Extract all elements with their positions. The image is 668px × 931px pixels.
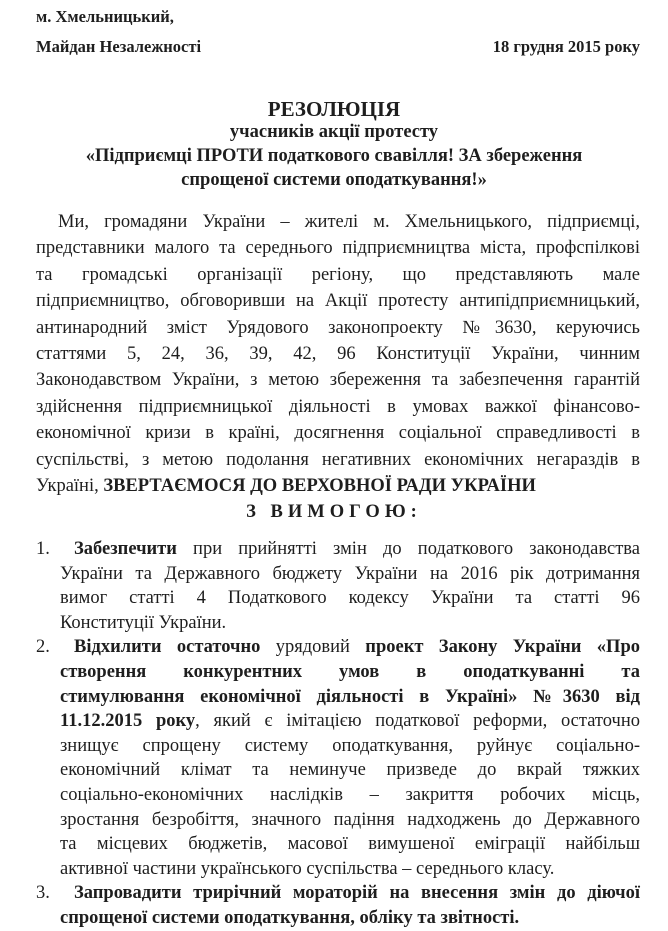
- bold-text: ЗВЕРТАЄМОСЯ ДО ВЕРХОВНОЇ РАДИ УКРАЇНИ: [103, 475, 536, 496]
- text-line: [36, 447, 640, 473]
- text-line: [60, 808, 640, 833]
- text-line: [60, 537, 640, 562]
- text-line: [60, 685, 640, 710]
- text: активної частини українського суспільства – середнього класу.: [60, 858, 555, 879]
- document-title: РЕЗОЛЮЦІЯ: [267, 97, 401, 121]
- text-line: [36, 209, 640, 235]
- bold-text: Відхилити остаточно: [74, 637, 261, 658]
- text: здійснення підприємницької діяльності в умовах важкої фінансово-: [36, 396, 640, 417]
- header-city: м. Хмельницький,: [36, 7, 174, 26]
- demand-item: [36, 881, 640, 930]
- text-line: [36, 341, 640, 367]
- text: знищує спрощену систему оподаткування, руйнує соціально-: [60, 735, 640, 756]
- demand-number: 3.: [36, 883, 50, 904]
- text: при прийнятті змін до податкового законодавства: [176, 539, 640, 559]
- text: , який є імітацією податкової реформи, остаточно: [195, 711, 640, 732]
- text-line: [36, 367, 640, 393]
- text: Законодавством України, з метою збереження та забезпечення гарантій: [36, 370, 640, 391]
- text: статтями 5, 24, 36, 39, 42, 96 Конституції України, чинним: [36, 343, 640, 364]
- bold-text: Запровадити трирічний мораторій на внесення змін до діючої: [74, 883, 640, 904]
- bold-text: стимулювання економічної діяльності в Україні» №3630 від: [60, 686, 640, 707]
- text-line: [60, 635, 640, 660]
- bold-text: спрощеної системи оподаткування, обліку та звітності.: [60, 907, 520, 928]
- text-line: [60, 734, 640, 759]
- text: урядовий: [260, 637, 366, 658]
- text-line: [60, 562, 640, 587]
- demand-item: [36, 537, 640, 635]
- text-line: [60, 783, 640, 808]
- bold-text: створення конкурентних умов в оподаткуванні та: [60, 661, 640, 682]
- demand-item: [36, 635, 640, 881]
- document-slogan-line2: спрощеної системи оподаткування!»: [181, 170, 487, 190]
- text: України та Державного бюджету України на 2016 рік дотримання: [60, 563, 640, 584]
- text-line: [60, 906, 640, 931]
- header-date: 18 грудня 2015 року: [492, 37, 640, 56]
- demands-list: [36, 537, 640, 931]
- text-line: [60, 758, 640, 783]
- bold-text: Забезпечити: [74, 539, 177, 559]
- bold-text: проект Закону України «Про: [365, 637, 640, 658]
- text-line: [60, 857, 640, 882]
- text: та місцевих бюджетів, масової вимушеної еміграції найбільш: [60, 834, 640, 855]
- text-line: [36, 394, 640, 420]
- text-line: [60, 611, 640, 636]
- preamble-paragraph: [36, 209, 640, 499]
- text-line: [60, 832, 640, 857]
- text: соціально-економічних наслідків – закриття робочих місць,: [60, 784, 640, 805]
- text-line: [60, 881, 640, 906]
- text: представники малого та середнього підприємництва міста, профспілкові: [36, 238, 640, 259]
- text-line: [36, 235, 640, 261]
- text: зростання безробіття, значного падіння надходжень до Державного: [60, 809, 640, 830]
- text: суспільстві, з метою подолання негативних економічних негараздів в: [36, 449, 640, 470]
- text: підприємництво, обговоривши на Акції протесту антипідприємницький,: [36, 291, 640, 312]
- text: антинародний зміст Урядового законопроекту №3630, керуючись: [36, 317, 640, 338]
- text: Ми, громадяни України – жителі м. Хмельницького, підприємці,: [58, 212, 640, 232]
- text: вимог статті 4 Податкового кодексу України та статті 96: [60, 588, 640, 609]
- text-line: [60, 586, 640, 611]
- demands-heading: З ВИМОГОЮ:: [246, 502, 422, 522]
- text-line: [36, 473, 640, 499]
- bold-text: 11.12.2015 року: [60, 711, 196, 732]
- text: економічний клімат та неминуче призведе до вкрай тяжких: [60, 760, 640, 781]
- text-line: [60, 660, 640, 685]
- document-subtitle: учасників акції протесту: [229, 122, 439, 142]
- text-line: [36, 420, 640, 446]
- text-line: [60, 709, 640, 734]
- demand-number: 1.: [36, 539, 50, 559]
- text: Україні,: [36, 475, 104, 496]
- text-line: [36, 315, 640, 341]
- demand-number: 2.: [36, 637, 50, 658]
- text: Конституції України.: [60, 612, 227, 633]
- document-slogan-line1: «Підприємці ПРОТИ податкового свавілля! ЗА збереження: [85, 146, 583, 166]
- header-place: Майдан Незалежності: [36, 37, 202, 56]
- text-line: [36, 262, 640, 288]
- text: та громадські організації регіону, що представляють мале: [36, 264, 640, 285]
- text-line: [36, 288, 640, 314]
- text: економічної кризи в країні, досягнення соціальної справедливості в: [36, 423, 640, 444]
